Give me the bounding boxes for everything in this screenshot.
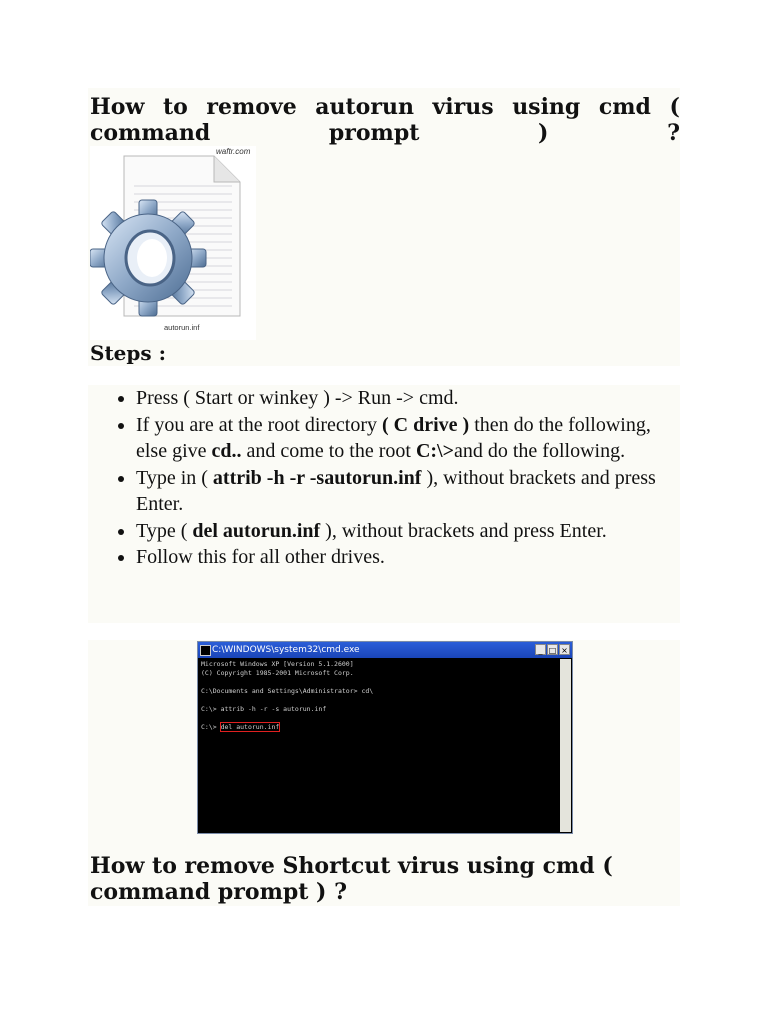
cmd-line: C:\Documents and Settings\Administrator> cd\ — [201, 687, 374, 695]
shortcut-heading-line2: command prompt ) ? — [90, 879, 348, 905]
cmd-title-bar — [198, 642, 572, 658]
step-text: and come to the root — [241, 440, 416, 462]
cmd-output — [201, 660, 558, 831]
shortcut-heading-line1: How to remove Shortcut virus using cmd ( — [90, 853, 613, 879]
autorun-heading — [90, 94, 680, 146]
cmd-line: C:\> attrib -h -r -s autorun.inf — [201, 705, 327, 713]
minimize-icon: _ — [535, 644, 546, 655]
step-text: then do the following, else give — [136, 413, 651, 462]
heading-word: command — [90, 120, 211, 146]
autorun-file-caption: autorun.inf — [164, 323, 200, 332]
step-bold-text: del autorun.inf — [192, 519, 321, 542]
cmd-window-screenshot — [197, 641, 573, 834]
step-text: Press ( Start or winkey ) -> Run -> cmd. — [136, 387, 459, 409]
cmd-app-icon — [200, 645, 211, 656]
cmd-line — [201, 678, 558, 687]
cmd-scrollbar — [560, 659, 571, 832]
cmd-line — [201, 714, 558, 723]
heading-word: prompt — [328, 120, 420, 146]
cmd-highlighted-command: del autorun.inf — [220, 723, 280, 731]
cmd-window-controls — [535, 644, 570, 655]
step-item — [136, 412, 680, 465]
cmd-title-text: C:\WINDOWS\system32\cmd.exe — [212, 645, 360, 655]
cmd-last-prompt: C:\> — [201, 723, 221, 731]
autorun-file-image — [90, 146, 256, 340]
autorun-heading-line1 — [90, 94, 680, 120]
heading-word: ( — [669, 94, 680, 120]
heading-word: to — [162, 94, 188, 120]
cmd-line: (C) Copyright 1985-2001 Microsoft Corp. — [201, 669, 354, 677]
maximize-icon: □ — [548, 646, 557, 655]
step-item — [136, 518, 680, 545]
heading-word: remove — [206, 94, 297, 120]
steps-title: Steps : — [90, 341, 166, 365]
step-text: ), without brackets and press Enter. — [136, 466, 656, 515]
heading-word: autorun — [315, 94, 414, 120]
heading-word: How — [90, 94, 145, 120]
autorun-file-watermark: waftr.com — [216, 147, 251, 156]
steps-list — [90, 385, 680, 571]
step-text: Type in ( — [136, 466, 213, 489]
step-text: Type ( — [136, 519, 193, 542]
heading-word: cmd — [598, 94, 651, 120]
close-icon: × — [559, 644, 570, 655]
step-text: and do the following. — [454, 440, 626, 462]
heading-word: ) — [538, 120, 549, 146]
step-item — [136, 465, 680, 518]
heading-word: virus — [432, 94, 494, 120]
shortcut-heading — [90, 853, 680, 905]
autorun-heading-line2 — [90, 120, 680, 146]
heading-word: ? — [667, 120, 680, 146]
step-bold-text: attrib -h -r -sautorun.inf — [212, 466, 422, 489]
step-text: If you are at the root directory — [136, 413, 383, 436]
step-bold-text: cd.. — [211, 440, 242, 462]
step-item — [136, 385, 680, 412]
cmd-last-line — [201, 723, 558, 732]
step-item — [136, 544, 680, 571]
heading-word: using — [512, 94, 581, 120]
autorun-file-gear-icon — [90, 146, 256, 340]
step-bold-text: ( C drive ) — [382, 413, 470, 436]
step-bold-text: C:\> — [415, 440, 454, 462]
cmd-line: Microsoft Windows XP [Version 5.1.2600] — [201, 660, 354, 668]
cmd-line — [201, 696, 558, 705]
step-text: Follow this for all other drives. — [136, 546, 385, 568]
step-text: ), without brackets and press Enter. — [320, 519, 607, 542]
